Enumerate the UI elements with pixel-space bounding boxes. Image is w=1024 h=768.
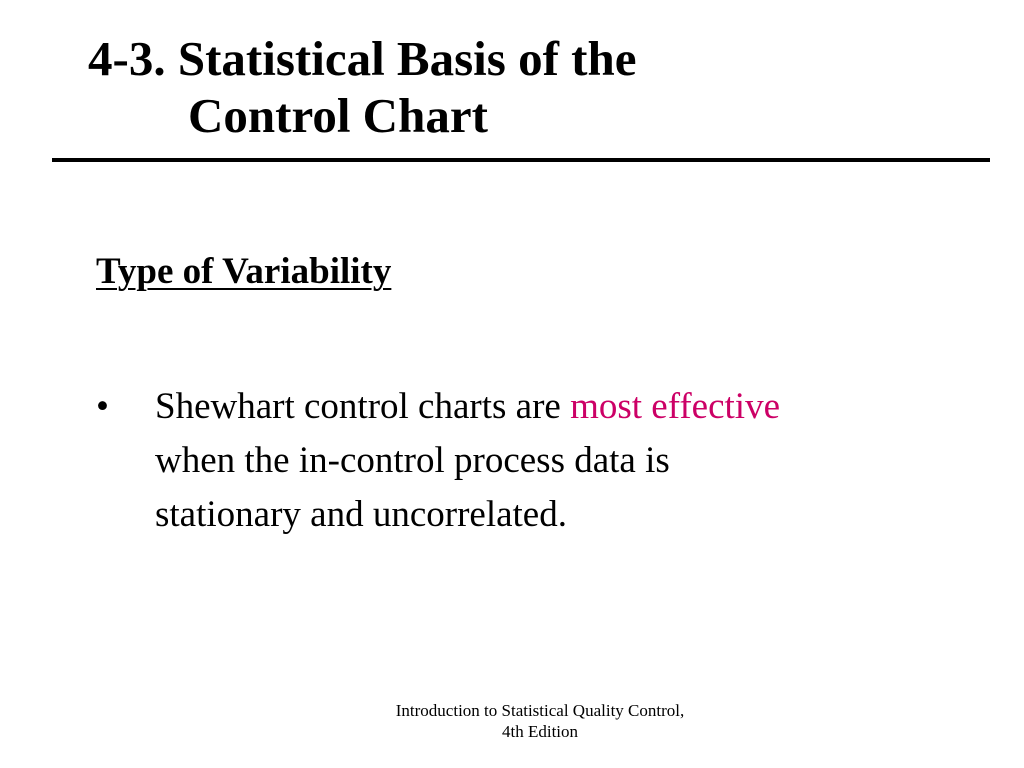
slide-footer <box>340 700 740 742</box>
bullet-item <box>96 380 956 542</box>
bullet-line-1 <box>155 380 956 434</box>
footer-line-1: Introduction to Statistical Quality Control, <box>395 701 685 720</box>
bullet-text-before-highlight: Shewhart control charts are <box>155 386 571 427</box>
section-heading: Type of Variability <box>96 251 392 292</box>
bullet-marker: • <box>96 386 109 427</box>
bullet-line-3: stationary and uncorrelated. <box>155 494 567 535</box>
slide-title-line-2: Control Chart <box>188 88 488 143</box>
bullet-list <box>96 380 956 542</box>
footer-line-2: 4th Edition <box>501 722 579 741</box>
highlighted-text: most effective <box>570 386 780 427</box>
slide-title <box>88 30 968 144</box>
slide-title-line-1: 4-3. Statistical Basis of the <box>88 31 637 86</box>
bullet-line-2: when the in-control process data is <box>155 440 670 481</box>
title-divider <box>52 158 990 162</box>
